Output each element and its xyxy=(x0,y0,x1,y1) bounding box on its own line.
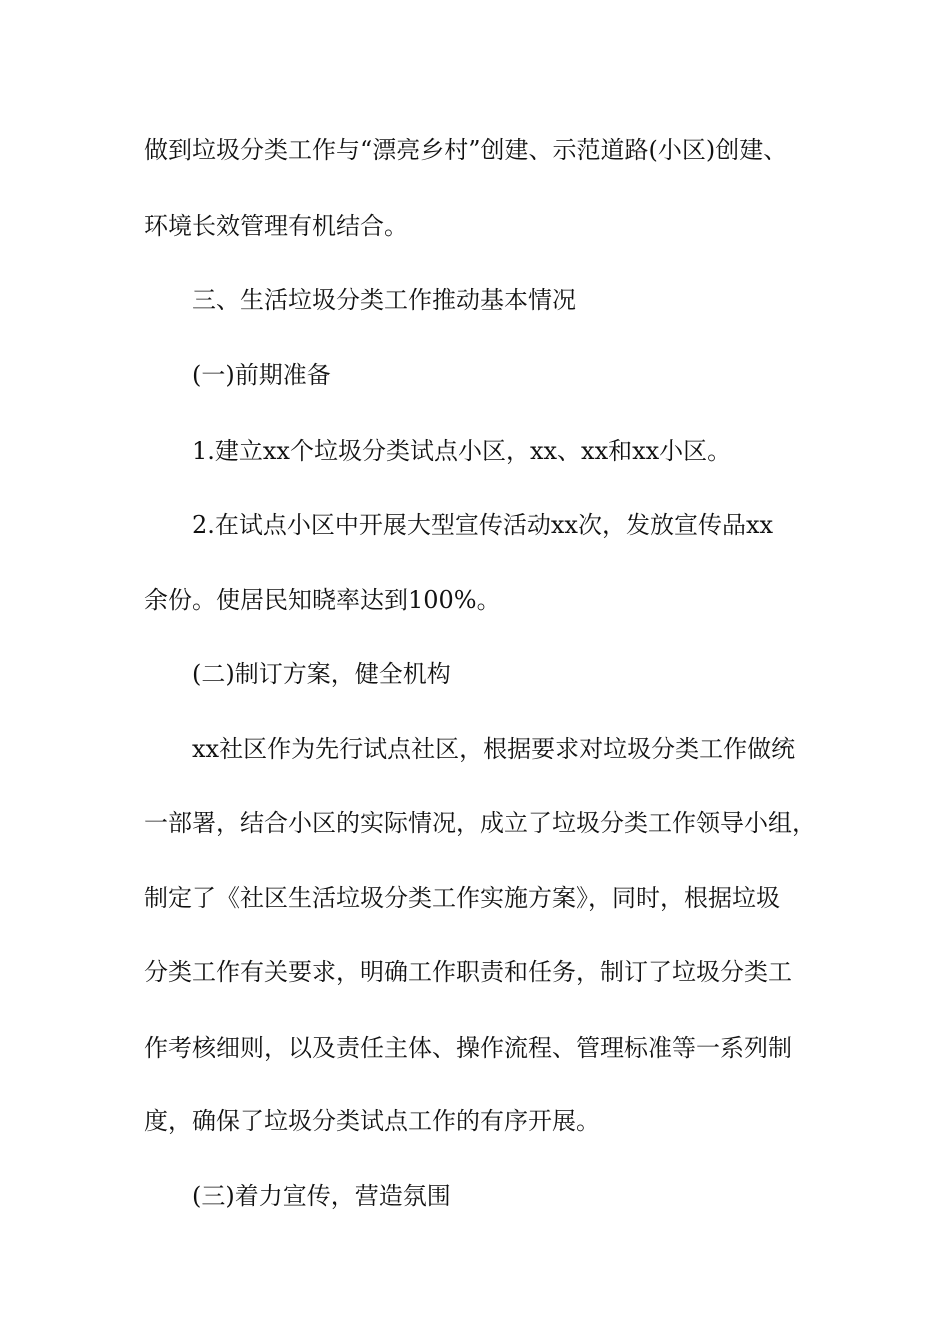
section-heading: 三、生活垃圾分类工作推动基本情况 xyxy=(192,286,576,314)
subsection-heading: (三)着力宣传，营造氛围 xyxy=(192,1182,451,1210)
subsection-heading: (一)前期准备 xyxy=(192,361,331,389)
paragraph-line: 度，确保了垃圾分类试点工作的有序开展。 xyxy=(144,1107,600,1135)
paragraph-line: 分类工作有关要求，明确工作职责和任务，制订了垃圾分类工 xyxy=(144,958,792,986)
list-item: 1.建立xx个垃圾分类试点小区，xx、xx和xx小区。 xyxy=(192,437,732,465)
paragraph-line: xx社区作为先行试点社区，根据要求对垃圾分类工作做统 xyxy=(192,735,796,763)
paragraph-line: 环境长效管理有机结合。 xyxy=(144,212,408,240)
list-item: 2.在试点小区中开展大型宣传活动xx次，发放宣传品xx xyxy=(192,511,774,539)
paragraph-line: 制定了《社区生活垃圾分类工作实施方案》，同时，根据垃圾 xyxy=(144,884,780,912)
paragraph-line: 一部署，结合小区的实际情况，成立了垃圾分类工作领导小组， xyxy=(144,809,816,837)
subsection-heading: (二)制订方案，健全机构 xyxy=(192,660,451,688)
paragraph-line: 做到垃圾分类工作与“漂亮乡村”创建、示范道路(小区)创建、 xyxy=(144,136,788,164)
paragraph-line: 作考核细则，以及责任主体、操作流程、管理标准等一系列制 xyxy=(144,1034,792,1062)
paragraph-line: 余份。使居民知晓率达到100%。 xyxy=(144,586,501,614)
